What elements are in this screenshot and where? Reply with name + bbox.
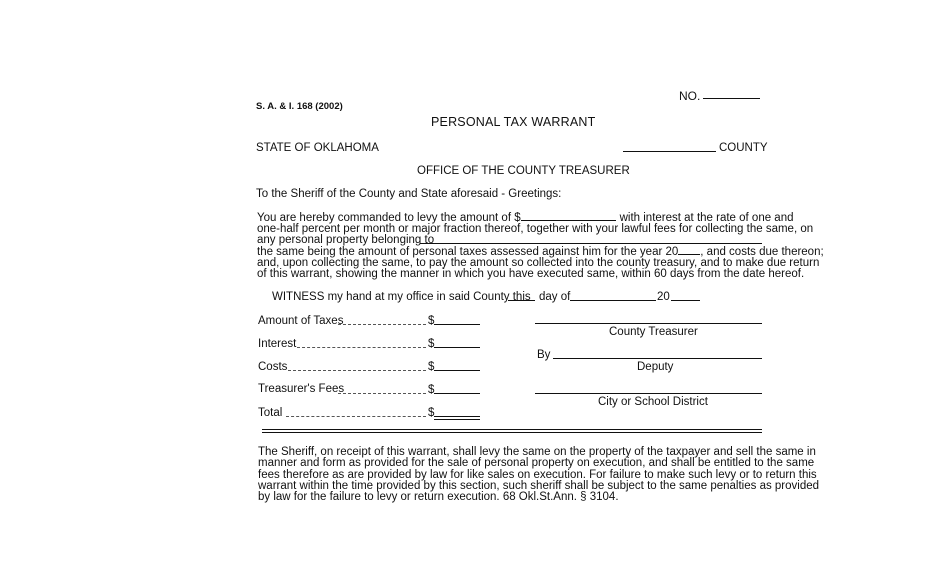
amount-of-taxes-label: Amount of Taxes [258, 315, 344, 327]
taxpayer-name-field[interactable] [420, 243, 762, 244]
treasurers-fees-label: Treasurer's Fees [258, 383, 345, 395]
leader-dots [288, 370, 426, 371]
dollar-sign: $ [428, 384, 435, 396]
command-line-4-suffix: , and costs due thereon; [700, 246, 824, 258]
footer-line-3: fees therefore as are provided by law for like sales on execution. For failure to make such levy or to return this [258, 469, 817, 481]
witness-month-field[interactable] [570, 300, 656, 301]
by-label: By [537, 349, 551, 361]
total-double-underline [434, 419, 480, 420]
number-field[interactable] [703, 98, 760, 99]
form-code: S. A. & I. 168 (2002) [256, 101, 343, 112]
treasurers-fees-field[interactable] [434, 393, 480, 394]
leader-dots [338, 324, 426, 325]
footer-line-2: manner and form as provided for the sale of personal property on execution, and shall be entitled to the same [258, 457, 815, 469]
leader-dots [297, 347, 426, 348]
number-label: NO. [679, 89, 701, 103]
witness-year-label: 20 [657, 291, 670, 303]
interest-field[interactable] [434, 347, 480, 348]
separator-rule [262, 429, 762, 430]
county-field[interactable] [623, 151, 716, 152]
county-treasurer-label: County Treasurer [609, 326, 698, 338]
costs-field[interactable] [434, 370, 480, 371]
amount-of-taxes-field[interactable] [434, 324, 480, 325]
command-line-2: one-half percent per month or major fraction thereof, together with your lawful fees for collecting the same, on [257, 223, 814, 235]
costs-label: Costs [258, 361, 288, 373]
witness-day-field[interactable] [508, 300, 535, 301]
deputy-label: Deputy [637, 361, 674, 373]
greeting: To the Sheriff of the County and State aforesaid - Greetings: [256, 188, 562, 200]
dollar-sign: $ [428, 315, 435, 327]
amount-field[interactable] [521, 211, 616, 221]
command-line-6: of this warrant, showing the manner in which you have executed same, within 60 days from the date hereof. [257, 268, 805, 280]
office-heading: OFFICE OF THE COUNTY TREASURER [417, 165, 630, 177]
witness-year-field[interactable] [671, 300, 700, 301]
document-title: PERSONAL TAX WARRANT [431, 115, 596, 129]
district-label: City or School District [598, 396, 708, 408]
separator-rule [262, 432, 762, 433]
total-field[interactable] [434, 416, 480, 417]
tax-year-field[interactable] [678, 245, 700, 255]
treasurer-signature-line[interactable] [535, 323, 762, 324]
command-line-1-text: You are hereby commanded to levy the amount of $ [257, 212, 521, 224]
interest-label: Interest [258, 338, 297, 350]
leader-dots [286, 416, 426, 417]
command-line-1-suffix: with interest at the rate of one and [619, 212, 794, 224]
command-line-5: and, upon collecting the same, to pay the amount so collected into the county treasury, and to make due return [257, 257, 820, 269]
footer-line-4: warrant within the time provided by this section, such sheriff shall be subject to the same penalties as provided [258, 480, 820, 492]
command-line-3: any personal property belonging to [257, 234, 435, 246]
dollar-sign: $ [428, 361, 435, 373]
dollar-sign: $ [428, 338, 435, 350]
county-label: COUNTY [719, 142, 768, 154]
deputy-signature-line[interactable] [553, 358, 762, 359]
district-signature-line[interactable] [535, 393, 762, 394]
witness-day-label: day of [539, 291, 571, 303]
footer-line-1: The Sheriff, on receipt of this warrant, shall levy the same on the property of the taxpayer and sell the same in [258, 446, 816, 458]
leader-dots [338, 393, 426, 394]
state-label: STATE OF OKLAHOMA [256, 142, 379, 154]
footer-line-5: by law for the failure to levy or return execution. 68 Okl.St.Ann. § 3104. [258, 491, 619, 503]
witness-text: WITNESS my hand at my office in said County this [272, 291, 531, 303]
dollar-sign: $ [428, 407, 435, 419]
command-line-4-text: the same being the amount of personal taxes assessed against him for the year 20 [257, 246, 679, 258]
total-label: Total [258, 407, 283, 419]
